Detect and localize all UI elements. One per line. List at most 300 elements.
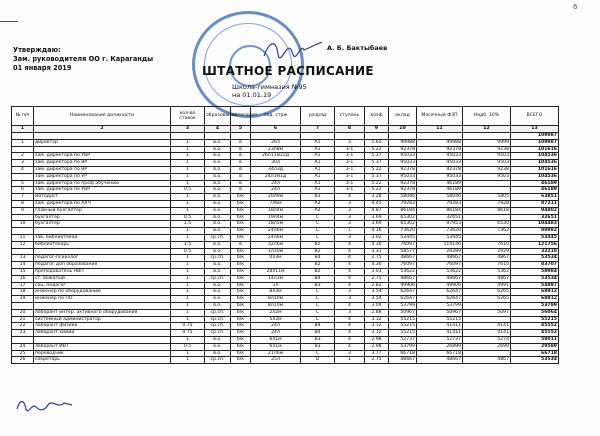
table-cell: инженер по ПО xyxy=(34,296,171,303)
table-cell: 104536 xyxy=(511,173,559,180)
table-cell: ср.сп. xyxy=(205,330,231,337)
table-cell: 66718 xyxy=(511,350,559,357)
table-cell: 3 xyxy=(335,296,365,303)
table-row xyxy=(12,262,559,269)
table-cell: ср.сп. xyxy=(205,275,231,282)
table-cell: б/к xyxy=(231,268,251,275)
table-cell: 87211 xyxy=(511,200,559,207)
table-cell: библиотекарь xyxy=(34,241,171,248)
column-header: коэф xyxy=(365,107,389,126)
table-cell: В4 xyxy=(301,330,335,337)
table-cell: в.о. xyxy=(205,289,231,296)
table-cell: 92378 xyxy=(389,146,417,153)
table-cell: 9999 xyxy=(463,139,511,146)
column-number: 3 xyxy=(171,126,205,133)
table-cell: 1 xyxy=(171,166,205,173)
table-cell: 24л xyxy=(251,180,301,187)
table-cell: А1 xyxy=(301,139,335,146)
approval-label: Утверждаю: xyxy=(13,46,61,54)
table-cell: в.о. xyxy=(205,187,231,194)
table-cell: директор xyxy=(34,139,171,146)
table-cell xyxy=(463,180,511,187)
table-cell: в.о. xyxy=(205,180,231,187)
table-cell: 24л6м xyxy=(251,228,301,235)
table-cell: 6 xyxy=(12,187,34,194)
table-cell: 1 xyxy=(171,309,205,316)
table-cell: 3.69 xyxy=(365,221,389,228)
staff-schedule-table xyxy=(11,106,559,364)
table-cell: 4867 xyxy=(463,255,511,262)
table-cell: 3 xyxy=(335,309,365,316)
schedule-date: на 01.01.19 xyxy=(232,91,272,99)
table-row xyxy=(12,228,559,235)
table-cell: 4 xyxy=(335,241,365,248)
table-cell: 5805 xyxy=(463,194,511,201)
table-row xyxy=(12,234,559,241)
table-cell: 95033 xyxy=(417,153,463,160)
table-cell: в.о. xyxy=(205,336,231,343)
table-cell xyxy=(34,146,171,153)
table-cell: 2.75 xyxy=(365,357,389,364)
table-cell: 3.69 xyxy=(365,214,389,221)
table-cell: 23 xyxy=(12,330,34,337)
table-cell: 4 xyxy=(335,248,365,255)
table-row xyxy=(12,194,559,201)
table-cell: 97953 xyxy=(417,221,463,228)
table-cell: 0.5 xyxy=(171,187,205,194)
table-cell: 1 xyxy=(171,289,205,296)
school-name: Школа-гимназия №95 xyxy=(232,83,307,91)
column-number: 4 xyxy=(205,126,231,133)
table-row xyxy=(12,343,559,350)
table-cell: б/к xyxy=(231,302,251,309)
table-cell: 4991 xyxy=(463,282,511,289)
table-cell: 95033 xyxy=(389,153,417,160)
table-cell: б/к xyxy=(231,200,251,207)
table-cell: б/к xyxy=(231,228,251,235)
table-cell: 3-1 xyxy=(335,173,365,180)
table-cell: 1 xyxy=(171,316,205,323)
table-row xyxy=(12,153,559,160)
table-cell: в.о. xyxy=(205,268,231,275)
table-cell: ср.сп. xyxy=(205,255,231,262)
table-cell: 65302 xyxy=(389,214,417,221)
table-cell: 95033 xyxy=(389,160,417,167)
table-cell: 4 xyxy=(335,194,365,201)
table-cell: б/к xyxy=(231,316,251,323)
table-cell: В2 xyxy=(301,241,335,248)
table-cell: 63851 xyxy=(511,194,559,201)
table-cell: 92378 xyxy=(389,166,417,173)
table-cell: 3-1 xyxy=(335,166,365,173)
table-cell xyxy=(251,262,301,269)
table-cell xyxy=(12,336,34,343)
table-cell: 53622 xyxy=(417,268,463,275)
footer-signature xyxy=(14,395,76,417)
column-header: ВСЕГО xyxy=(511,107,559,126)
table-cell: 1 xyxy=(171,153,205,160)
table-cell: 55215 xyxy=(511,316,559,323)
table-cell: 4 xyxy=(335,262,365,269)
table-cell: в.о. xyxy=(205,343,231,350)
table-cell: 5362 xyxy=(463,268,511,275)
table-cell: 6265 xyxy=(463,289,511,296)
table-cell: 5.37 xyxy=(365,153,389,160)
table-cell: 6л1м xyxy=(251,336,301,343)
table-cell: 3.12 xyxy=(365,323,389,330)
table-row xyxy=(12,309,559,316)
table-cell: 92378 xyxy=(417,166,463,173)
table-cell: 49906 xyxy=(417,282,463,289)
column-number: 11 xyxy=(417,126,463,133)
table-cell: в.о. xyxy=(205,160,231,167)
table-cell: 109987 xyxy=(511,139,559,146)
table-cell: 3 xyxy=(335,221,365,228)
table-cell: 6530 xyxy=(463,221,511,228)
table-cell: 1 xyxy=(171,194,205,201)
table-cell: 79283 xyxy=(389,200,417,207)
table-cell: 4867 xyxy=(463,357,511,364)
table-cell: 114146 xyxy=(417,241,463,248)
table-cell xyxy=(463,302,511,309)
table-cell: В4 xyxy=(301,323,335,330)
table-cell: 53445 xyxy=(417,234,463,241)
table-cell: 2.98 xyxy=(365,343,389,350)
table-cell xyxy=(12,228,34,235)
table-cell: 4.87 xyxy=(365,207,389,214)
table-cell: 104483 xyxy=(511,221,559,228)
table-cell: 3 xyxy=(335,289,365,296)
table-cell: 94802 xyxy=(511,207,559,214)
table-row xyxy=(12,323,559,330)
table-cell: 5.22 xyxy=(365,187,389,194)
table-row xyxy=(12,296,559,303)
table-row xyxy=(12,160,559,167)
table-cell: 5 xyxy=(12,180,34,187)
table-header-row xyxy=(12,107,559,126)
table-cell: 62647 xyxy=(417,289,463,296)
table-cell: 83707 xyxy=(511,262,559,269)
column-header: образование xyxy=(205,107,231,126)
table-cell: 18л5м xyxy=(251,221,301,228)
table-cell xyxy=(34,336,171,343)
table-cell: 48667 xyxy=(389,255,417,262)
table-cell: 2929 xyxy=(463,248,511,255)
table-cell: 104536 xyxy=(511,160,559,167)
table-cell: в.о. xyxy=(205,241,231,248)
table-cell: в.о. xyxy=(205,248,231,255)
table-cell: 9503 xyxy=(463,173,511,180)
table-cell: 7610 xyxy=(463,241,511,248)
table-row xyxy=(12,350,559,357)
table-cell xyxy=(417,133,463,140)
table-cell: 3.31 xyxy=(365,248,389,255)
table-row xyxy=(12,302,559,309)
table-cell: 5л2м xyxy=(251,316,301,323)
table-cell: 50967 xyxy=(417,309,463,316)
table-cell: в.о. xyxy=(205,146,231,153)
table-row xyxy=(12,146,559,153)
column-header: категория xyxy=(231,107,251,126)
table-cell: 58046 xyxy=(417,194,463,201)
table-cell: 4.16 xyxy=(365,228,389,235)
table-cell: 0.75 xyxy=(171,323,205,330)
table-cell: 62647 xyxy=(389,289,417,296)
table-cell: ср.сп. xyxy=(205,234,231,241)
table-cell: 26899 xyxy=(417,343,463,350)
table-cell: 4 xyxy=(335,336,365,343)
table-cell: 1 xyxy=(171,207,205,214)
table-cell: 3 xyxy=(335,207,365,214)
table-cell: 3.03 xyxy=(365,268,389,275)
table-cell: 76097 xyxy=(417,262,463,269)
table-cell: 4 xyxy=(335,343,365,350)
table-row xyxy=(12,166,559,173)
table-cell: лаборант химии xyxy=(34,330,171,337)
table-cell: в xyxy=(231,166,251,173)
table-cell: 30л xyxy=(251,160,301,167)
table-cell: 52737 xyxy=(389,336,417,343)
table-cell: В3 xyxy=(301,194,335,201)
table-cell: в.о. xyxy=(205,282,231,289)
table-cell: б/к xyxy=(231,214,251,221)
table-cell: 3 xyxy=(335,200,365,207)
table-cell xyxy=(34,228,171,235)
table-cell: б/к xyxy=(231,234,251,241)
table-cell xyxy=(463,187,511,194)
table-cell: 3-1 xyxy=(335,153,365,160)
table-cell xyxy=(12,248,34,255)
table-cell: С xyxy=(301,234,335,241)
table-cell: зам. директора по УР xyxy=(34,173,171,180)
table-cell: 1 xyxy=(171,357,205,364)
table-cell: 1.5 xyxy=(171,221,205,228)
table-cell: 55215 xyxy=(389,316,417,323)
table-cell: 9503 xyxy=(463,153,511,160)
table-cell: 58984 xyxy=(511,268,559,275)
table-cell: В3 xyxy=(301,282,335,289)
table-cell: 46189 xyxy=(417,187,463,194)
table-cell: С xyxy=(301,309,335,316)
table-cell: в xyxy=(231,241,251,248)
column-number: 8 xyxy=(335,126,365,133)
table-cell: 7928 xyxy=(463,200,511,207)
table-cell xyxy=(171,133,205,140)
table-row xyxy=(12,241,559,248)
table-row xyxy=(12,289,559,296)
table-cell xyxy=(463,234,511,241)
page-number: 6 xyxy=(573,3,578,11)
table-cell: педагог-психолог xyxy=(34,255,171,262)
table-cell: 92378 xyxy=(389,180,417,187)
table-cell: 24л xyxy=(251,323,301,330)
table-cell: преподаватель НВП xyxy=(34,268,171,275)
table-cell: 3-1 xyxy=(335,146,365,153)
table-cell: 79283 xyxy=(417,200,463,207)
table-cell: 1 xyxy=(171,275,205,282)
table-cell: 3 xyxy=(335,350,365,357)
table-cell: ср.сп. xyxy=(205,309,231,316)
table-row xyxy=(12,187,559,194)
table-cell: 1 xyxy=(171,282,205,289)
table-cell: зав. библиотекой xyxy=(34,234,171,241)
table-cell: 53799 xyxy=(389,343,417,350)
table-cell: 2.82 xyxy=(365,282,389,289)
table-cell: 5097 xyxy=(463,309,511,316)
table-cell: ср.сп. xyxy=(205,323,231,330)
table-cell: В2 xyxy=(301,248,335,255)
table-cell: бухгалтер xyxy=(34,214,171,221)
table-cell: 20 xyxy=(12,309,34,316)
table-cell: 53799 xyxy=(389,302,417,309)
table-cell: 4867 xyxy=(463,275,511,282)
table-cell: 32651 xyxy=(417,214,463,221)
table-cell: 0л3м xyxy=(251,255,301,262)
table-cell: в.о. xyxy=(205,200,231,207)
column-header: Месячный ФЗП xyxy=(417,107,463,126)
column-header: Наименование должности xyxy=(34,107,171,126)
table-cell: б/к xyxy=(231,221,251,228)
column-header: № п/п xyxy=(12,107,34,126)
table-cell: 66718 xyxy=(389,350,417,357)
table-cell: 5.22 xyxy=(365,180,389,187)
table-cell: С xyxy=(301,289,335,296)
table-cell: 8л3м xyxy=(251,289,301,296)
table-cell: 29589 xyxy=(511,343,559,350)
table-cell: С xyxy=(301,316,335,323)
table-cell: А1 xyxy=(301,153,335,160)
table-cell: 41411 xyxy=(417,323,463,330)
table-cell: 41411 xyxy=(417,330,463,337)
table-cell: 9 xyxy=(12,207,34,214)
column-header: пед. стаж xyxy=(251,107,301,126)
table-cell: в.о. xyxy=(205,262,231,269)
approval-position: Зам. руководителя ОО г. Караганды xyxy=(13,55,154,63)
table-cell: 9238 xyxy=(463,166,511,173)
table-cell: 24 xyxy=(12,343,34,350)
table-cell: б/к xyxy=(231,336,251,343)
table-cell: 20л9м xyxy=(251,194,301,201)
table-cell: в xyxy=(231,153,251,160)
table-cell xyxy=(389,133,417,140)
table-cell: зам. директора по УВР xyxy=(34,153,171,160)
table-cell: ср.сп. xyxy=(205,316,231,323)
table-cell: 65302 xyxy=(389,221,417,228)
table-cell: 1 xyxy=(171,180,205,187)
table-cell: 14 xyxy=(12,262,34,269)
table-cell: 55215 xyxy=(389,323,417,330)
table-cell: 4 xyxy=(335,275,365,282)
table-cell: в.о. xyxy=(205,214,231,221)
table-row xyxy=(12,200,559,207)
table-cell xyxy=(463,214,511,221)
table-cell: в.о. xyxy=(205,296,231,303)
table-cell: системный администратор xyxy=(34,316,171,323)
table-cell: в.о. xyxy=(205,173,231,180)
table-cell: 14л3м xyxy=(251,275,301,282)
table-cell: 3.28 xyxy=(365,194,389,201)
column-number: 10 xyxy=(389,126,417,133)
table-row xyxy=(12,221,559,228)
table-cell: В2 xyxy=(301,262,335,269)
table-cell: 4 xyxy=(335,268,365,275)
table-cell: 9238 xyxy=(463,146,511,153)
table-cell: 92378 xyxy=(389,187,417,194)
table-cell: в.о. xyxy=(205,194,231,201)
table-cell: 8л10м xyxy=(251,296,301,303)
table-cell: 4 xyxy=(335,323,365,330)
table-cell: в xyxy=(231,187,251,194)
table-cell: 52737 xyxy=(417,336,463,343)
table-cell: 3.02 xyxy=(365,234,389,241)
table-cell: А2 xyxy=(301,207,335,214)
table-cell: 3 xyxy=(335,139,365,146)
table-cell: А1 xyxy=(301,187,335,194)
table-cell: 1 xyxy=(171,173,205,180)
table-cell: б/к xyxy=(231,289,251,296)
approval-date: 01 января 2019 xyxy=(13,64,72,72)
table-cell: зам. директора по АХЧ xyxy=(34,200,171,207)
table-cell: 4141 xyxy=(463,330,511,337)
table-cell: 6265 xyxy=(463,296,511,303)
table-cell: В4 xyxy=(301,275,335,282)
table-cell: 48667 xyxy=(417,255,463,262)
table-cell: 58046 xyxy=(389,194,417,201)
column-number: 1 xyxy=(12,126,34,133)
table-cell: 73620 xyxy=(417,228,463,235)
table-row xyxy=(12,133,559,140)
table-cell: 73620 xyxy=(389,228,417,235)
approver-signature xyxy=(262,36,324,62)
table-cell: 3.54 xyxy=(365,296,389,303)
table-cell: 24л xyxy=(251,330,301,337)
table-cell: переводчик xyxy=(34,350,171,357)
table-cell: б/к xyxy=(231,343,251,350)
table-row xyxy=(12,336,559,343)
table-cell xyxy=(335,133,365,140)
table-cell: 8л10м xyxy=(251,302,301,309)
table-cell xyxy=(251,133,301,140)
table-cell: 3.54 xyxy=(365,289,389,296)
table-cell: 0.5 xyxy=(171,343,205,350)
table-row xyxy=(12,214,559,221)
table-cell: 3.12 xyxy=(365,316,389,323)
table-cell: 3-1 xyxy=(335,180,365,187)
table-cell: А1 xyxy=(301,180,335,187)
table-cell: 4.30 xyxy=(365,241,389,248)
table-cell: 4.30 xyxy=(365,262,389,269)
table-cell: 48667 xyxy=(389,275,417,282)
column-number: 6 xyxy=(251,126,301,133)
column-number: 7 xyxy=(301,126,335,133)
table-cell: б/к xyxy=(231,282,251,289)
table-cell: в.о. xyxy=(205,221,231,228)
table-cell: 1 xyxy=(335,357,365,364)
table-cell: 1 xyxy=(171,302,205,309)
table-cell: 24л6м xyxy=(251,234,301,241)
table-cell: 4141 xyxy=(463,323,511,330)
table-cell xyxy=(34,302,171,309)
table-cell: лаборант ИВТ xyxy=(34,343,171,350)
column-number-row xyxy=(12,126,559,133)
table-cell: секретарь xyxy=(34,357,171,364)
table-cell: в.о. xyxy=(205,153,231,160)
table-cell: 1 xyxy=(171,255,205,262)
table-cell: 3.04 xyxy=(365,302,389,309)
table-cell: 49906 xyxy=(389,282,417,289)
table-row xyxy=(12,255,559,262)
table-cell: 8 xyxy=(12,200,34,207)
